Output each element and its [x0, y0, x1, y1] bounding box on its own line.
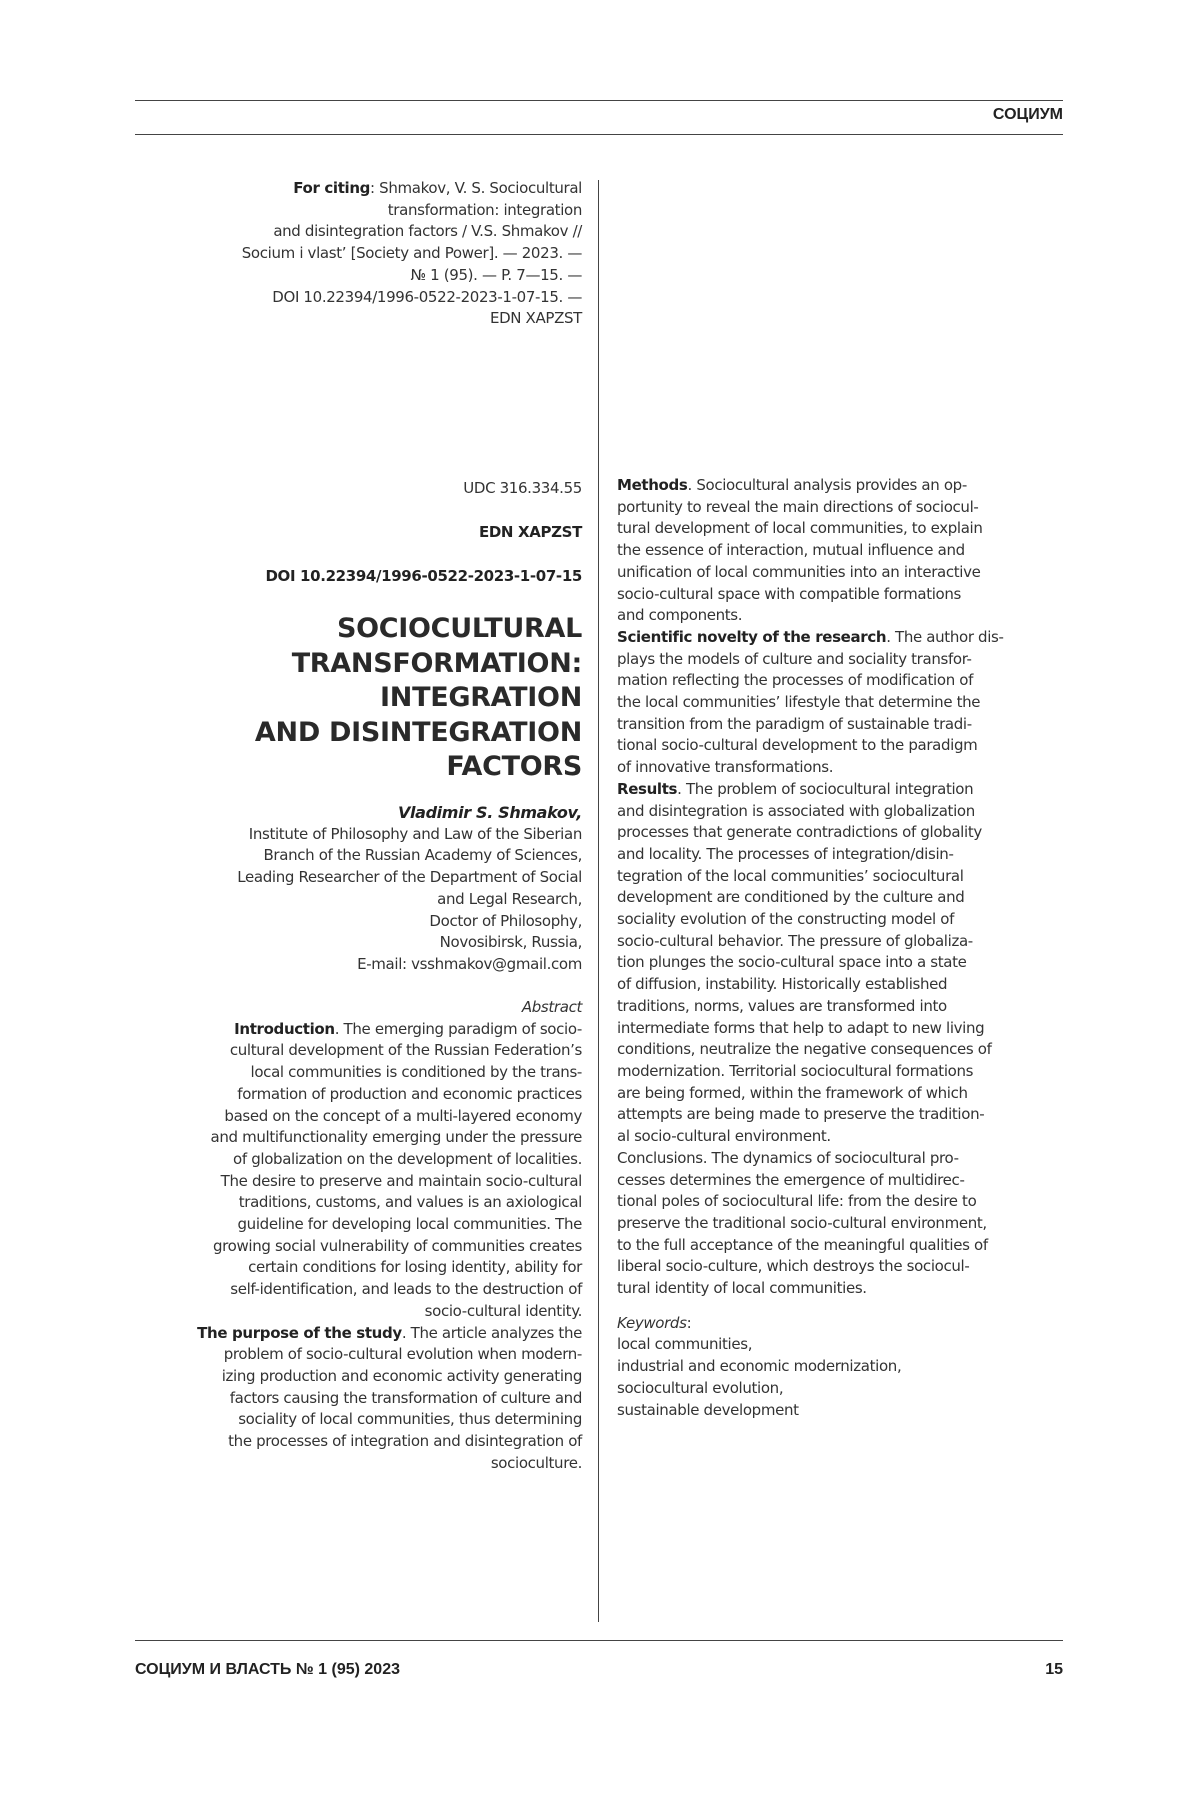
- conclusions-line: [617, 1170, 1004, 1192]
- results-line: [617, 866, 1004, 888]
- footer-journal: СОЦИУМ И ВЛАСТЬ № 1 (95) 2023: [135, 1661, 400, 1678]
- abstract-left: [197, 997, 582, 1474]
- results-text: intermediate forms that help to adapt to new living: [617, 1018, 985, 1037]
- citation-text: : Shmakov, V. S. Sociocultural: [370, 179, 582, 197]
- conclusions-text: liberal socio-culture, which destroys the sociocul-: [617, 1257, 970, 1276]
- citation-text: transformation: integration: [387, 200, 582, 219]
- purpose-line: [197, 1344, 582, 1366]
- methods-label: Methods: [617, 476, 688, 494]
- results-text: traditions, norms, values are transformed into: [617, 996, 947, 1015]
- results-text: attempts are being made to preserve the tradition-: [617, 1105, 985, 1124]
- column-divider: [598, 180, 599, 1622]
- results-text: socio-cultural behavior. The pressure of globaliza-: [617, 931, 973, 950]
- results-text: conditions, neutralize the negative consequences of: [617, 1040, 992, 1059]
- keyword-item: industrial and economic modernization,: [617, 1357, 902, 1376]
- results-line: [617, 822, 1004, 844]
- purpose-text: socioculture.: [490, 1453, 582, 1472]
- citation-text: EDN XAPZST: [489, 309, 582, 328]
- affiliation-line: Novosibirsk, Russia,: [439, 933, 582, 952]
- purpose-line: [197, 1388, 582, 1410]
- conclusions-line: [617, 1256, 1004, 1278]
- introduction-line: [197, 1192, 582, 1214]
- results-line: [617, 952, 1004, 974]
- methods-text: the essence of interaction, mutual influence and: [617, 541, 965, 560]
- introduction-line: [197, 1084, 582, 1106]
- citation-text: and disintegration factors / V.S. Shmakov //: [273, 222, 582, 241]
- introduction-text: guideline for developing local communities. The: [237, 1215, 582, 1234]
- purpose-line: [197, 1453, 582, 1475]
- title-line: FACTORS: [446, 751, 582, 782]
- citation-line: [242, 243, 582, 265]
- results-line: [617, 1061, 1004, 1083]
- novelty-text: tional socio-cultural development to the paradigm: [617, 736, 978, 755]
- introduction-line: [197, 1214, 582, 1236]
- conclusions-text: preserve the traditional socio-cultural environment,: [617, 1213, 987, 1232]
- results-line: [617, 1018, 1004, 1040]
- results-line: [617, 1039, 1004, 1061]
- introduction-text: . The emerging paradigm of socio-: [334, 1019, 582, 1038]
- methods-text: . Sociocultural analysis provides an op-: [687, 476, 967, 494]
- introduction-text: based on the concept of a multi-layered economy: [224, 1106, 582, 1125]
- results-text: . The problem of sociocultural integration: [677, 779, 974, 798]
- results-line: [617, 909, 1004, 931]
- purpose-text: . The article analyzes the: [401, 1323, 582, 1342]
- novelty-text: plays the models of culture and sociality transfor-: [617, 649, 972, 668]
- author-name: Vladimir S. Shmakov,: [397, 803, 582, 822]
- introduction-line: [197, 1257, 582, 1279]
- methods-text: and components.: [617, 606, 743, 625]
- citation-line: [242, 200, 582, 222]
- citation-line: [242, 265, 582, 287]
- purpose-text: the processes of integration and disintegration of: [228, 1432, 582, 1451]
- methods-line: [617, 518, 1004, 540]
- title-line: AND DISINTEGRATION: [254, 716, 582, 748]
- novelty-line: [617, 714, 1004, 736]
- title-line: SOCIOCULTURAL: [336, 613, 582, 644]
- novelty-line: [617, 692, 1004, 714]
- affiliation-line: Doctor of Philosophy,: [429, 911, 582, 930]
- results-text: and disintegration is associated with globalization: [617, 801, 975, 820]
- results-text: al socio-cultural environment.: [617, 1127, 831, 1146]
- results-text: tion plunges the socio-cultural space into a state: [617, 953, 967, 972]
- citation-text: DOI 10.22394/1996-0522-2023-1-07-15. —: [272, 287, 582, 306]
- citation-line: [242, 287, 582, 309]
- introduction-line: [197, 1149, 582, 1171]
- methods-line: [617, 475, 1004, 497]
- purpose-text: sociality of local communities, thus determining: [238, 1410, 582, 1429]
- conclusions-text: to the full acceptance of the meaningful qualities of: [617, 1235, 988, 1254]
- introduction-label: Introduction: [234, 1019, 335, 1038]
- journal-section-header: СОЦИУМ: [992, 106, 1063, 123]
- introduction-line: [197, 1062, 582, 1084]
- results-text: development are conditioned by the culture and: [617, 888, 965, 907]
- purpose-text: factors causing the transformation of culture and: [229, 1388, 582, 1407]
- novelty-line: [617, 670, 1004, 692]
- purpose-line: [197, 1366, 582, 1388]
- conclusions-text: tural identity of local communities.: [617, 1279, 867, 1298]
- citation-text: Socium i vlast’ [Society and Power]. — 2023. —: [241, 244, 582, 263]
- introduction-text: local communities is conditioned by the trans-: [250, 1063, 582, 1082]
- methods-line: [617, 497, 1004, 519]
- introduction-line: [197, 1236, 582, 1258]
- affiliation-line: Branch of the Russian Academy of Sciences,: [263, 846, 582, 865]
- methods-line: [617, 540, 1004, 562]
- novelty-line: [617, 735, 1004, 757]
- results-text: modernization. Territorial sociocultural formations: [617, 1061, 974, 1080]
- results-line: [617, 887, 1004, 909]
- conclusions-text: tional poles of sociocultural life: from the desire to: [617, 1192, 977, 1211]
- conclusions-line: [617, 1278, 1004, 1300]
- affiliation-line: E-mail: vsshmakov@gmail.com: [357, 954, 582, 973]
- results-line: [617, 801, 1004, 823]
- abstract-right: [617, 475, 1004, 1421]
- citation-line: [242, 178, 582, 200]
- author-block: [237, 802, 582, 976]
- results-text: and locality. The processes of integration/disin-: [617, 844, 954, 863]
- page-number: 15: [1045, 1661, 1063, 1678]
- citation-text: № 1 (95). — P. 7—15. —: [410, 265, 582, 284]
- results-label: Results: [617, 779, 678, 798]
- methods-text: socio-cultural space with compatible formations: [617, 584, 961, 603]
- results-line: [617, 844, 1004, 866]
- results-text: of diffusion, instability. Historically established: [617, 975, 948, 994]
- purpose-label: The purpose of the study: [197, 1323, 402, 1342]
- purpose-line: [197, 1431, 582, 1453]
- introduction-text: The desire to preserve and maintain socio-cultural: [220, 1171, 582, 1190]
- udc: UDC 316.334.55: [463, 479, 582, 497]
- introduction-line: [197, 1279, 582, 1301]
- affiliation-line: and Legal Research,: [437, 889, 582, 908]
- purpose-line: [197, 1409, 582, 1431]
- article-title: [255, 612, 582, 785]
- header-rule-top: [135, 100, 1063, 101]
- affiliation-line: Institute of Philosophy and Law of the Siberian: [248, 824, 582, 843]
- introduction-line: [197, 1301, 582, 1323]
- keyword-item: sociocultural evolution,: [617, 1378, 784, 1397]
- conclusions-line: [617, 1148, 1004, 1170]
- edn: EDN XAPZST: [478, 523, 582, 541]
- results-text: tegration of the local communities’ sociocultural: [617, 866, 964, 885]
- results-line: [617, 974, 1004, 996]
- results-line: [617, 1083, 1004, 1105]
- introduction-text: of globalization on the development of localities.: [233, 1149, 582, 1168]
- methods-text: tural development of local communities, to explain: [617, 519, 983, 538]
- novelty-label: Scientific novelty of the research: [617, 627, 887, 646]
- results-text: sociality evolution of the constructing model of: [617, 910, 955, 929]
- conclusions-line: [617, 1213, 1004, 1235]
- novelty-line: [617, 627, 1004, 649]
- novelty-text: . The author dis-: [886, 627, 1004, 646]
- introduction-text: formation of production and economic practices: [237, 1084, 582, 1103]
- novelty-text: transition from the paradigm of sustainable tradi-: [617, 714, 972, 733]
- conclusions-text: cesses determines the emergence of multidirec-: [617, 1170, 965, 1189]
- abstract-heading: Abstract: [521, 998, 582, 1016]
- purpose-text: problem of socio-cultural evolution when modern-: [223, 1345, 582, 1364]
- conclusions-line: [617, 1235, 1004, 1257]
- methods-line: [617, 584, 1004, 606]
- citation-label: For citing: [293, 179, 371, 197]
- results-line: [617, 996, 1004, 1018]
- results-line: [617, 779, 1004, 801]
- title-line: INTEGRATION: [380, 682, 582, 713]
- methods-text: portunity to reveal the main directions of sociocul-: [617, 497, 979, 516]
- affiliation-line: Leading Researcher of the Department of Social: [237, 868, 582, 887]
- novelty-line: [617, 649, 1004, 671]
- introduction-line: [197, 1106, 582, 1128]
- header-rule-bottom: [135, 134, 1063, 135]
- keywords-label: Keywords: [617, 1313, 687, 1332]
- citation-line: [242, 221, 582, 243]
- novelty-text: mation reflecting the processes of modification of: [617, 671, 974, 690]
- title-line: TRANSFORMATION:: [291, 647, 582, 679]
- novelty-line: [617, 757, 1004, 779]
- results-line: [617, 1104, 1004, 1126]
- introduction-text: certain conditions for losing identity, ability for: [248, 1258, 582, 1277]
- conclusions-text: Conclusions. The dynamics of sociocultural pro-: [617, 1148, 959, 1167]
- results-line: [617, 1126, 1004, 1148]
- introduction-line: [197, 1127, 582, 1149]
- introduction-text: growing social vulnerability of communities creates: [213, 1236, 582, 1255]
- purpose-line: [197, 1323, 582, 1345]
- methods-line: [617, 562, 1004, 584]
- introduction-line: [197, 1171, 582, 1193]
- footer-rule: [135, 1640, 1063, 1641]
- results-text: processes that generate contradictions of globality: [617, 823, 982, 842]
- introduction-line: [197, 1019, 582, 1041]
- introduction-text: cultural development of the Russian Federation’s: [229, 1041, 582, 1060]
- keywords-heading: Keywords:: [617, 1313, 692, 1332]
- results-line: [617, 931, 1004, 953]
- introduction-text: socio-cultural identity.: [424, 1301, 582, 1320]
- keyword-item: sustainable development: [617, 1400, 799, 1419]
- introduction-text: traditions, customs, and values is an axiological: [238, 1193, 582, 1212]
- citation-line: [242, 308, 582, 330]
- results-text: are being formed, within the framework of which: [617, 1083, 968, 1102]
- purpose-text: izing production and economic activity generating: [221, 1366, 582, 1385]
- doi: DOI 10.22394/1996-0522-2023-1-07-15: [265, 567, 582, 585]
- introduction-text: and multifunctionality emerging under the pressure: [210, 1128, 582, 1147]
- citation-block: [242, 178, 582, 330]
- keyword-item: local communities,: [617, 1335, 753, 1354]
- introduction-line: [197, 1040, 582, 1062]
- novelty-text: the local communities’ lifestyle that determine the: [617, 693, 981, 712]
- introduction-text: self-identification, and leads to the destruction of: [230, 1280, 582, 1299]
- conclusions-line: [617, 1191, 1004, 1213]
- novelty-text: of innovative transformations.: [617, 758, 834, 777]
- methods-text: unification of local communities into an interactive: [617, 562, 981, 581]
- methods-line: [617, 605, 1004, 627]
